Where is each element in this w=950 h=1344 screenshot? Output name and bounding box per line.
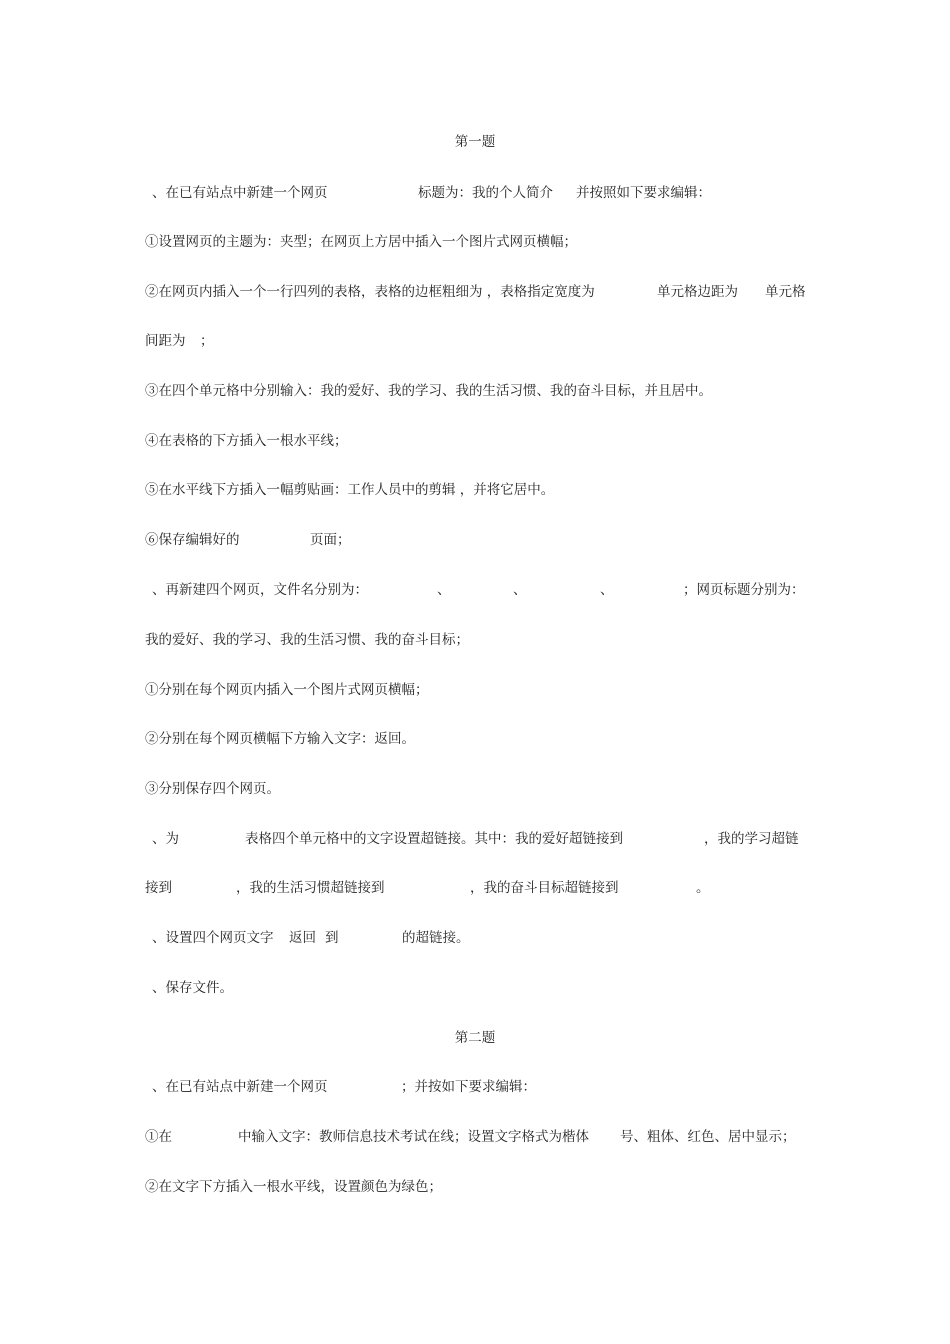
item-4-part-b: 返回	[289, 930, 316, 946]
sub-item-2-part-d: 间距为	[145, 333, 186, 349]
sub-item-5: ⑤在水平线下方插入一幅剪贴画：工作人员中的剪辑 ，并将它居中。	[145, 482, 555, 498]
item-2-sub-2: ②分别在每个网页横幅下方输入文字：返回。	[145, 731, 415, 747]
section-title-2: 第二题	[454, 1030, 496, 1046]
item-2-sep-2: 、	[513, 582, 527, 598]
sub-item-6-part-b: 页面；	[310, 532, 351, 548]
item-5: 、保存文件。	[152, 980, 233, 996]
s2-sub-item-1-part-b: 中输入文字：教师信息技术考试在线；设置文字格式为楷体	[238, 1129, 589, 1145]
sub-item-2-part-b: 单元格边距为	[657, 284, 738, 300]
sub-item-3: ③在四个单元格中分别输入：我的爱好、我的学习、我的生活习惯、我的奋斗目标，并且居中。	[145, 383, 712, 399]
s2-item-1-part-a: 、在已有站点中新建一个网页	[152, 1079, 328, 1095]
sub-item-2-part-a: ②在网页内插入一个一行四列的表格，表格的边框粗细为 ，表格指定宽度为	[145, 284, 595, 300]
item-2-part-a: 、再新建四个网页，文件名分别为：	[152, 582, 368, 598]
item-4-part-d: 的超链接。	[402, 930, 470, 946]
item-1-prefix: 、在已有站点中新建一个网页	[152, 185, 328, 201]
item-2-part-b: ；网页标题分别为：	[683, 582, 805, 598]
item-3-part-c: ，我的学习超链	[704, 831, 799, 847]
item-4-part-a: 、设置四个网页文字	[152, 930, 274, 946]
sub-item-1: ①设置网页的主题为：夹型；在网页上方居中插入一个图片式网页横幅；	[145, 234, 577, 250]
item-3-part-e: ，我的生活习惯超链接到	[236, 880, 385, 896]
item-2-sep-1: 、	[437, 582, 451, 598]
item-3-part-f: ，我的奋斗目标超链接到	[470, 880, 619, 896]
item-2-sub-1: ①分别在每个网页内插入一个图片式网页横幅；	[145, 682, 429, 698]
item-1-suffix: 并按照如下要求编辑：	[576, 185, 711, 201]
item-2-part-c: 我的爱好、我的学习、我的生活习惯、我的奋斗目标；	[145, 632, 469, 648]
sub-item-4: ④在表格的下方插入一根水平线；	[145, 433, 348, 449]
item-3-part-a: 、为	[152, 831, 179, 847]
s2-sub-item-1-part-c: 号、粗体、红色、居中显示；	[620, 1129, 796, 1145]
item-2-sep-3: 、	[600, 582, 614, 598]
sub-item-2-part-c: 单元格	[765, 284, 806, 300]
item-3-part-b: 表格四个单元格中的文字设置超链接。其中：我的爱好超链接到	[245, 831, 623, 847]
s2-sub-item-1-part-a: ①在	[145, 1129, 172, 1145]
item-3-part-d: 接到	[145, 880, 172, 896]
item-1-title-part: 标题为：我的个人简介	[418, 185, 553, 201]
s2-item-1-part-b: ；并按如下要求编辑：	[401, 1079, 536, 1095]
item-3-part-g: 。	[696, 880, 710, 896]
item-4-part-c: 到	[325, 930, 339, 946]
item-2-sub-3: ③分别保存四个网页。	[145, 781, 280, 797]
sub-item-6-part-a: ⑥保存编辑好的	[145, 532, 240, 548]
sub-item-2-part-e: ；	[200, 333, 214, 349]
section-title-1: 第一题	[454, 134, 496, 150]
s2-sub-item-2: ②在文字下方插入一根水平线，设置颜色为绿色；	[145, 1179, 442, 1195]
